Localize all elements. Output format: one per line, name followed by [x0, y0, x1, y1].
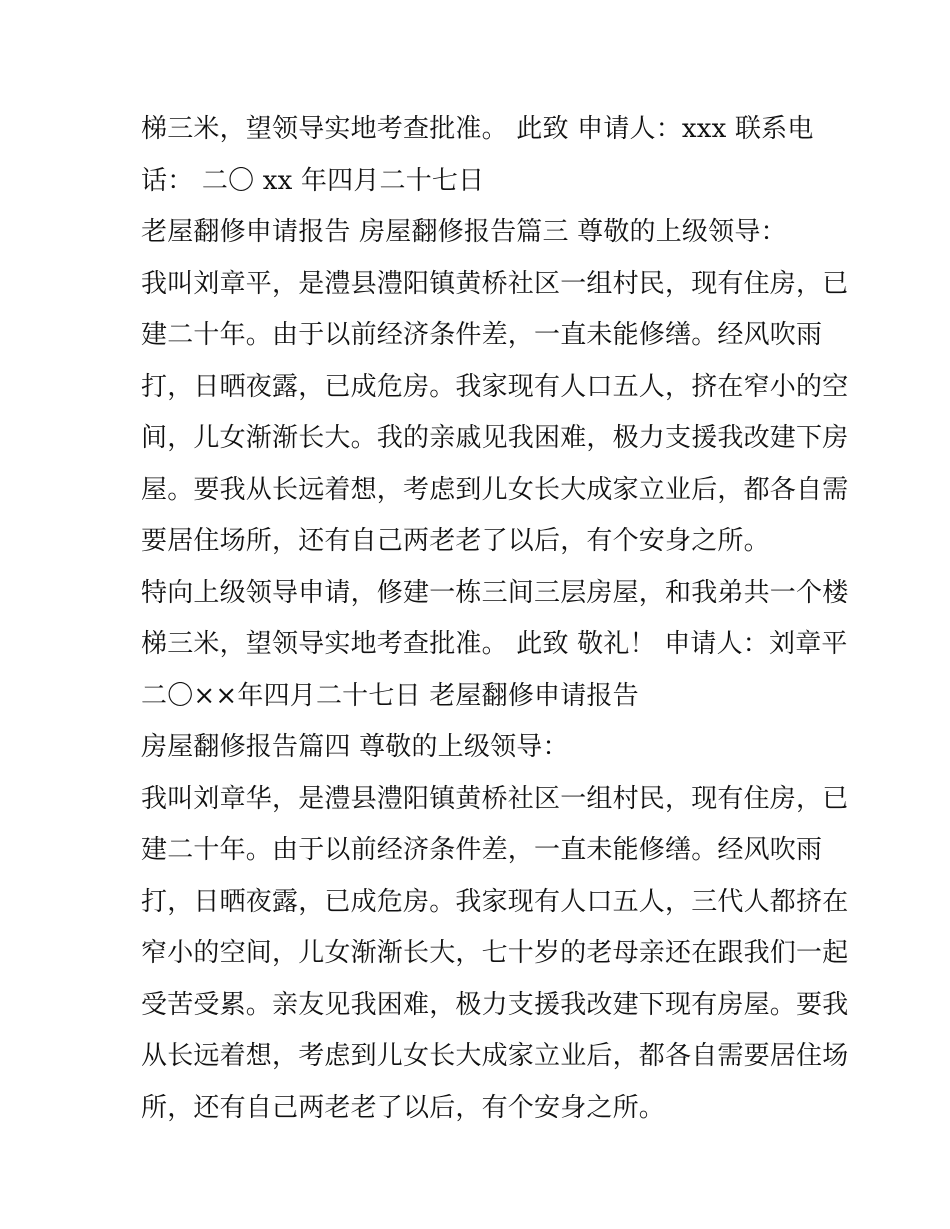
text-line-16: 打，日晒夜露，已成危房。我家现有人口五人，三代人都挤在: [141, 886, 849, 917]
text-line-6: 打，日晒夜露，已成危房。我家现有人口五人，挤在窄小的空: [141, 371, 849, 402]
text-line-11: 梯三米，望领导实地考查批准。 此致 敬礼！ 申请人：刘章平: [141, 629, 848, 659]
text-line-19: 从长远着想，考虑到儿女长大成家立业后，都各自需要居住场: [141, 1041, 849, 1071]
text-line-10: 特向上级领导申请，修建一栋三间三层房屋，和我弟共一个楼: [141, 577, 849, 608]
text-line-14: 我叫刘章华，是澧县澧阳镇黄桥社区一组村民，现有住房，已: [141, 783, 849, 814]
text-line-13: 房屋翻修报告篇四 尊敬的上级领导：: [141, 732, 569, 762]
text-line-8: 屋。要我从长远着想，考虑到儿女长大成家立业后，都各自需: [141, 474, 849, 505]
text-line-7: 间，儿女渐渐长大。我的亲戚见我困难，极力支援我改建下房: [141, 423, 849, 453]
text-line-5: 建二十年。由于以前经济条件差，一直未能修缮。经风吹雨: [141, 320, 823, 350]
text-line-3: 老屋翻修申请报告 房屋翻修报告篇三 尊敬的上级领导：: [141, 217, 787, 247]
text-line-12: 二〇××年四月二十七日 老屋翻修申请报告: [141, 680, 639, 711]
document-body: [141, 104, 849, 1134]
text-line-18: 受苦受累。亲友见我困难，极力支援我改建下现有房屋。要我: [141, 989, 849, 1020]
text-line-20: 所，还有自己两老老了以后，有个安身之所。: [141, 1092, 666, 1123]
text-line-9: 要居住场所，还有自己两老老了以后，有个安身之所。: [141, 526, 770, 556]
text-line-2: 话： 二〇 xx 年四月二十七日: [141, 165, 485, 196]
text-line-4: 我叫刘章平，是澧县澧阳镇黄桥社区一组村民，现有住房，已: [141, 268, 849, 299]
text-line-1: 梯三米，望领导实地考查批准。 此致 申请人：xxx 联系电: [141, 114, 814, 144]
text-line-17: 窄小的空间，儿女渐渐长大，七十岁的老母亲还在跟我们一起: [141, 938, 849, 968]
text-line-15: 建二十年。由于以前经济条件差，一直未能修缮。经风吹雨: [141, 835, 823, 865]
